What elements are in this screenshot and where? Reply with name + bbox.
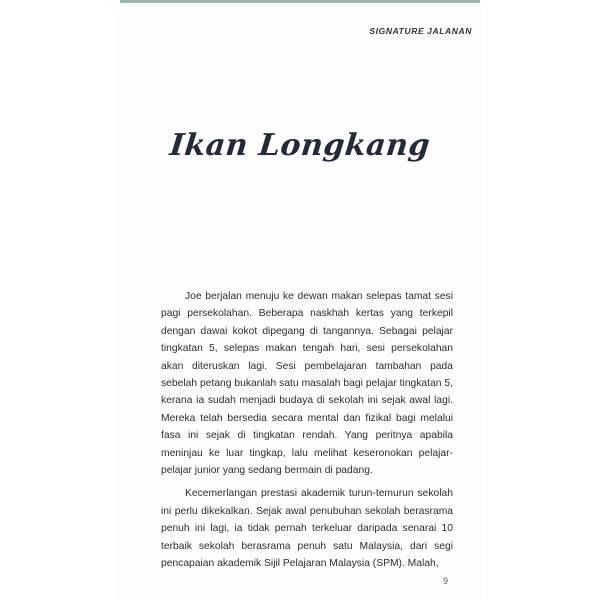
running-head: SIGNATURE JALANAN	[369, 26, 472, 36]
paragraph: Kecemerlangan prestasi akademik turun-temurun sekolah ini perlu dikekalkan. Sejak awal penubuhan sekolah berasrama penuh ini lagi, ia tidak pernah terkeluar daripada senarai 10 terbaik sekolah berasrama penuh satu Malaysia, dari segi pencapaian akademik Sijil Pelajaran Malaysia (SPM). Malah,	[161, 488, 453, 570]
page-number: 9	[443, 576, 449, 586]
paragraph: Joe berjalan menuju ke dewan makan selepas tamat sesi pagi persekolahan. Beberapa naskhah kertas yang terkepil dengan dawai kokot dipegang di tangannya. Sebagai pelajar tingkatan 5, selepas makan tengah hari, sesi persekolahan akan diteruskan lagi. Sesi pembelajaran tambahan pada sebelah petang bukanlah satu masalah bagi pelajar tingkatan 5, kerana ia sudah menjadi budaya di sekolah ini sejak awal lagi. Mereka telah bersedia secara mental dan fizikal bagi melalui fasa ini sejak di tingkatan rendah. Yang peritnya apabila meninjau ke luar tingkap, lalu melihat keseronokan pelajar-pelajar junior yang sedang bermain di padang.	[161, 291, 453, 477]
body-text	[161, 288, 453, 579]
top-edge-strip	[120, 0, 480, 3]
chapter-title: Ikan Longkang	[168, 128, 432, 163]
